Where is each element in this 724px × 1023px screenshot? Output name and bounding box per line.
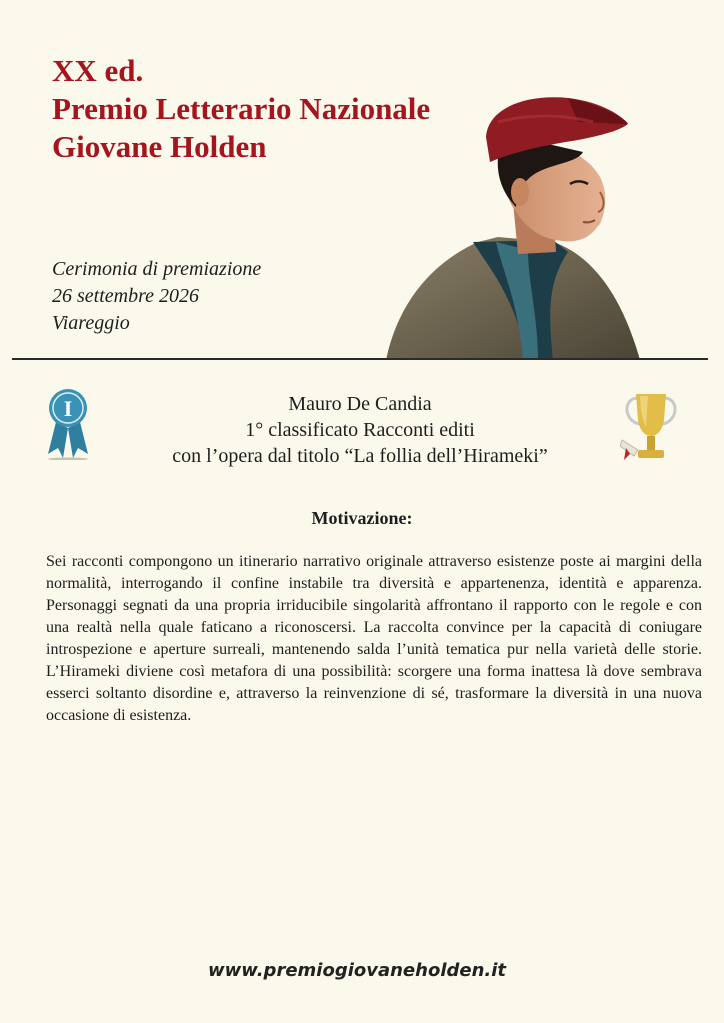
- prize-name-line1: Premio Letterario Nazionale: [52, 91, 431, 126]
- ceremony-info: [52, 256, 261, 337]
- website-link[interactable]: www.premiogiovaneholden.it: [207, 960, 507, 981]
- motivation-text: Sei racconti compongono un itinerario narrativo originale attraverso esistenze poste ai margini della normalità, interrogando il confine instabile tra diversità e appartenenza, identità e apparenza. Personaggi segnati da una propria irriducibile singolarità affrontano il rapporto con le regole e con una realtà nella quale faticano a riconoscersi. La raccolta convince per la capacità di coniugare introspezione e aperture surreali, mantenendo salda l’unità tematica pur nella varietà delle storie. L’Hirameki diviene così metafora di una possibilità: scorgere una forma inattesa là dove sembrava esserci soltanto disordine e, attraverso la reinvenzione di sé, trasformare la diversità in una nuova occasione di esistenza.: [46, 553, 702, 724]
- motivation-heading: Motivazione:: [311, 508, 413, 528]
- header-divider: [12, 358, 708, 360]
- ribbon-rank-text: I: [63, 396, 73, 421]
- ceremony-place: Viareggio: [52, 312, 130, 334]
- edition-label: XX ed.: [52, 53, 144, 88]
- winner-work: con l’opera dal titolo “La follia dell’Hirameki”: [172, 445, 548, 467]
- prize-title: [52, 52, 430, 166]
- winner-name: Mauro De Candia: [288, 393, 432, 415]
- prize-name-line2: Giovane Holden: [52, 129, 267, 164]
- trophy-icon: [620, 390, 682, 470]
- winner-block: [100, 391, 620, 469]
- holden-portrait-illustration: [378, 92, 648, 360]
- winner-rank: 1° classificato Racconti editi: [245, 419, 475, 441]
- first-place-ribbon-icon: [44, 388, 92, 460]
- ceremony-date: 26 settembre 2026: [52, 285, 200, 307]
- ceremony-label: Cerimonia di premiazione: [52, 258, 262, 280]
